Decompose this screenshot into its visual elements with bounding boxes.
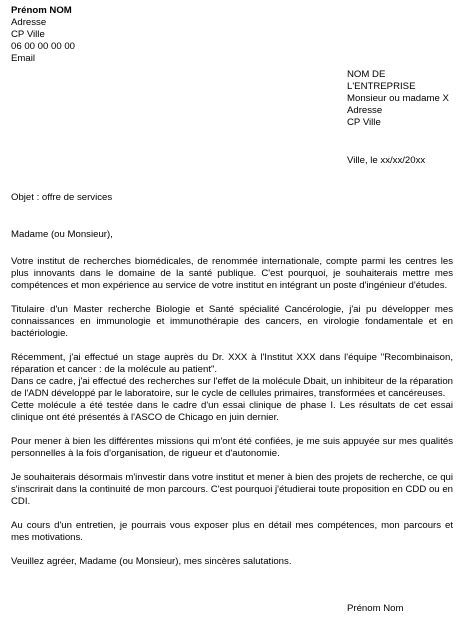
recipient-city: CP Ville — [347, 117, 381, 128]
sender-address: Adresse — [11, 17, 47, 28]
sender-block — [11, 5, 211, 65]
recipient-company-line2: L'ENTREPRISE — [347, 81, 416, 92]
paragraph-internship: Récemment, j'ai effectué un stage auprès du Dr. XXX à l'Institut XXX dans l'équipe "Recombinaison, réparation et cancer : de la molécule au patient". — [11, 352, 453, 375]
paragraph-clinical-trial: Cette molécule a été testée dans le cadre d'un essai clinique de phase I. Les résultats de cet essai clinique ont été présentés à l'ASCO de Chicago en juin dernier. — [11, 400, 453, 423]
paragraph-research: Dans ce cadre, j'ai effectué des recherches sur l'effet de la molécule Dbait, un inhibiteur de la réparation de l'ADN développé par le laboratoire, sur le cycle de cellules primaires, transformées et cancéreuses. — [11, 376, 453, 399]
paragraph-closing: Veuillez agréer, Madame (ou Monsieur), mes sincères salutations. — [11, 556, 292, 567]
letter-salutation: Madame (ou Monsieur), — [11, 229, 113, 240]
sender-city: CP Ville — [11, 29, 45, 40]
sender-email: Email — [11, 53, 35, 64]
sender-name: Prénom NOM — [11, 5, 72, 16]
paragraph-motivation: Je souhaiterais désormais m'investir dans votre institut et mener à bien des projets de recherche, ce qui s'inscrirait dans la continuité de mon parcours. C'est pourquoi j'étudierai toute proposition en CDD ou en CDI. — [11, 472, 453, 507]
paragraph-interview: Au cours d'un entretien, je pourrais vous exposer plus en détail mes compétences, mon parcours et mes motivations. — [11, 520, 453, 543]
letter-body — [11, 256, 453, 580]
paragraph-degree: Titulaire d'un Master recherche Biologie et Santé spécialité Cancérologie, j'ai pu développer mes connaissances en immunologie et immunothérapie des cancers, en virologie fondamentale et en bactériologie. — [11, 304, 453, 339]
letter-date: Ville, le xx/xx/20xx — [347, 155, 426, 166]
recipient-contact: Monsieur ou madame X — [347, 93, 449, 104]
letter-object: Objet : offre de services — [11, 192, 113, 203]
letter-signature: Prénom Nom — [347, 603, 404, 614]
recipient-company-line1: NOM DE — [347, 69, 386, 80]
recipient-address: Adresse — [347, 105, 383, 116]
paragraph-intro: Votre institut de recherches biomédicales, de renommée internationale, compte parmi les centres les plus innovants dans le domaine de la santé publique. C'est pourquoi, je souhaiterais mettre mes compétences et mon expérience au service de votre institut en intégrant un poste d'ingénieur d'études. — [11, 256, 453, 291]
paragraph-qualities: Pour mener à bien les différentes missions qui m'ont été confiées, je me suis appuyée sur mes qualités personnelles à la fois d'organisation, de rigueur et d'autonomie. — [11, 436, 453, 459]
recipient-block — [347, 69, 472, 129]
sender-phone: 06 00 00 00 00 — [11, 41, 76, 52]
